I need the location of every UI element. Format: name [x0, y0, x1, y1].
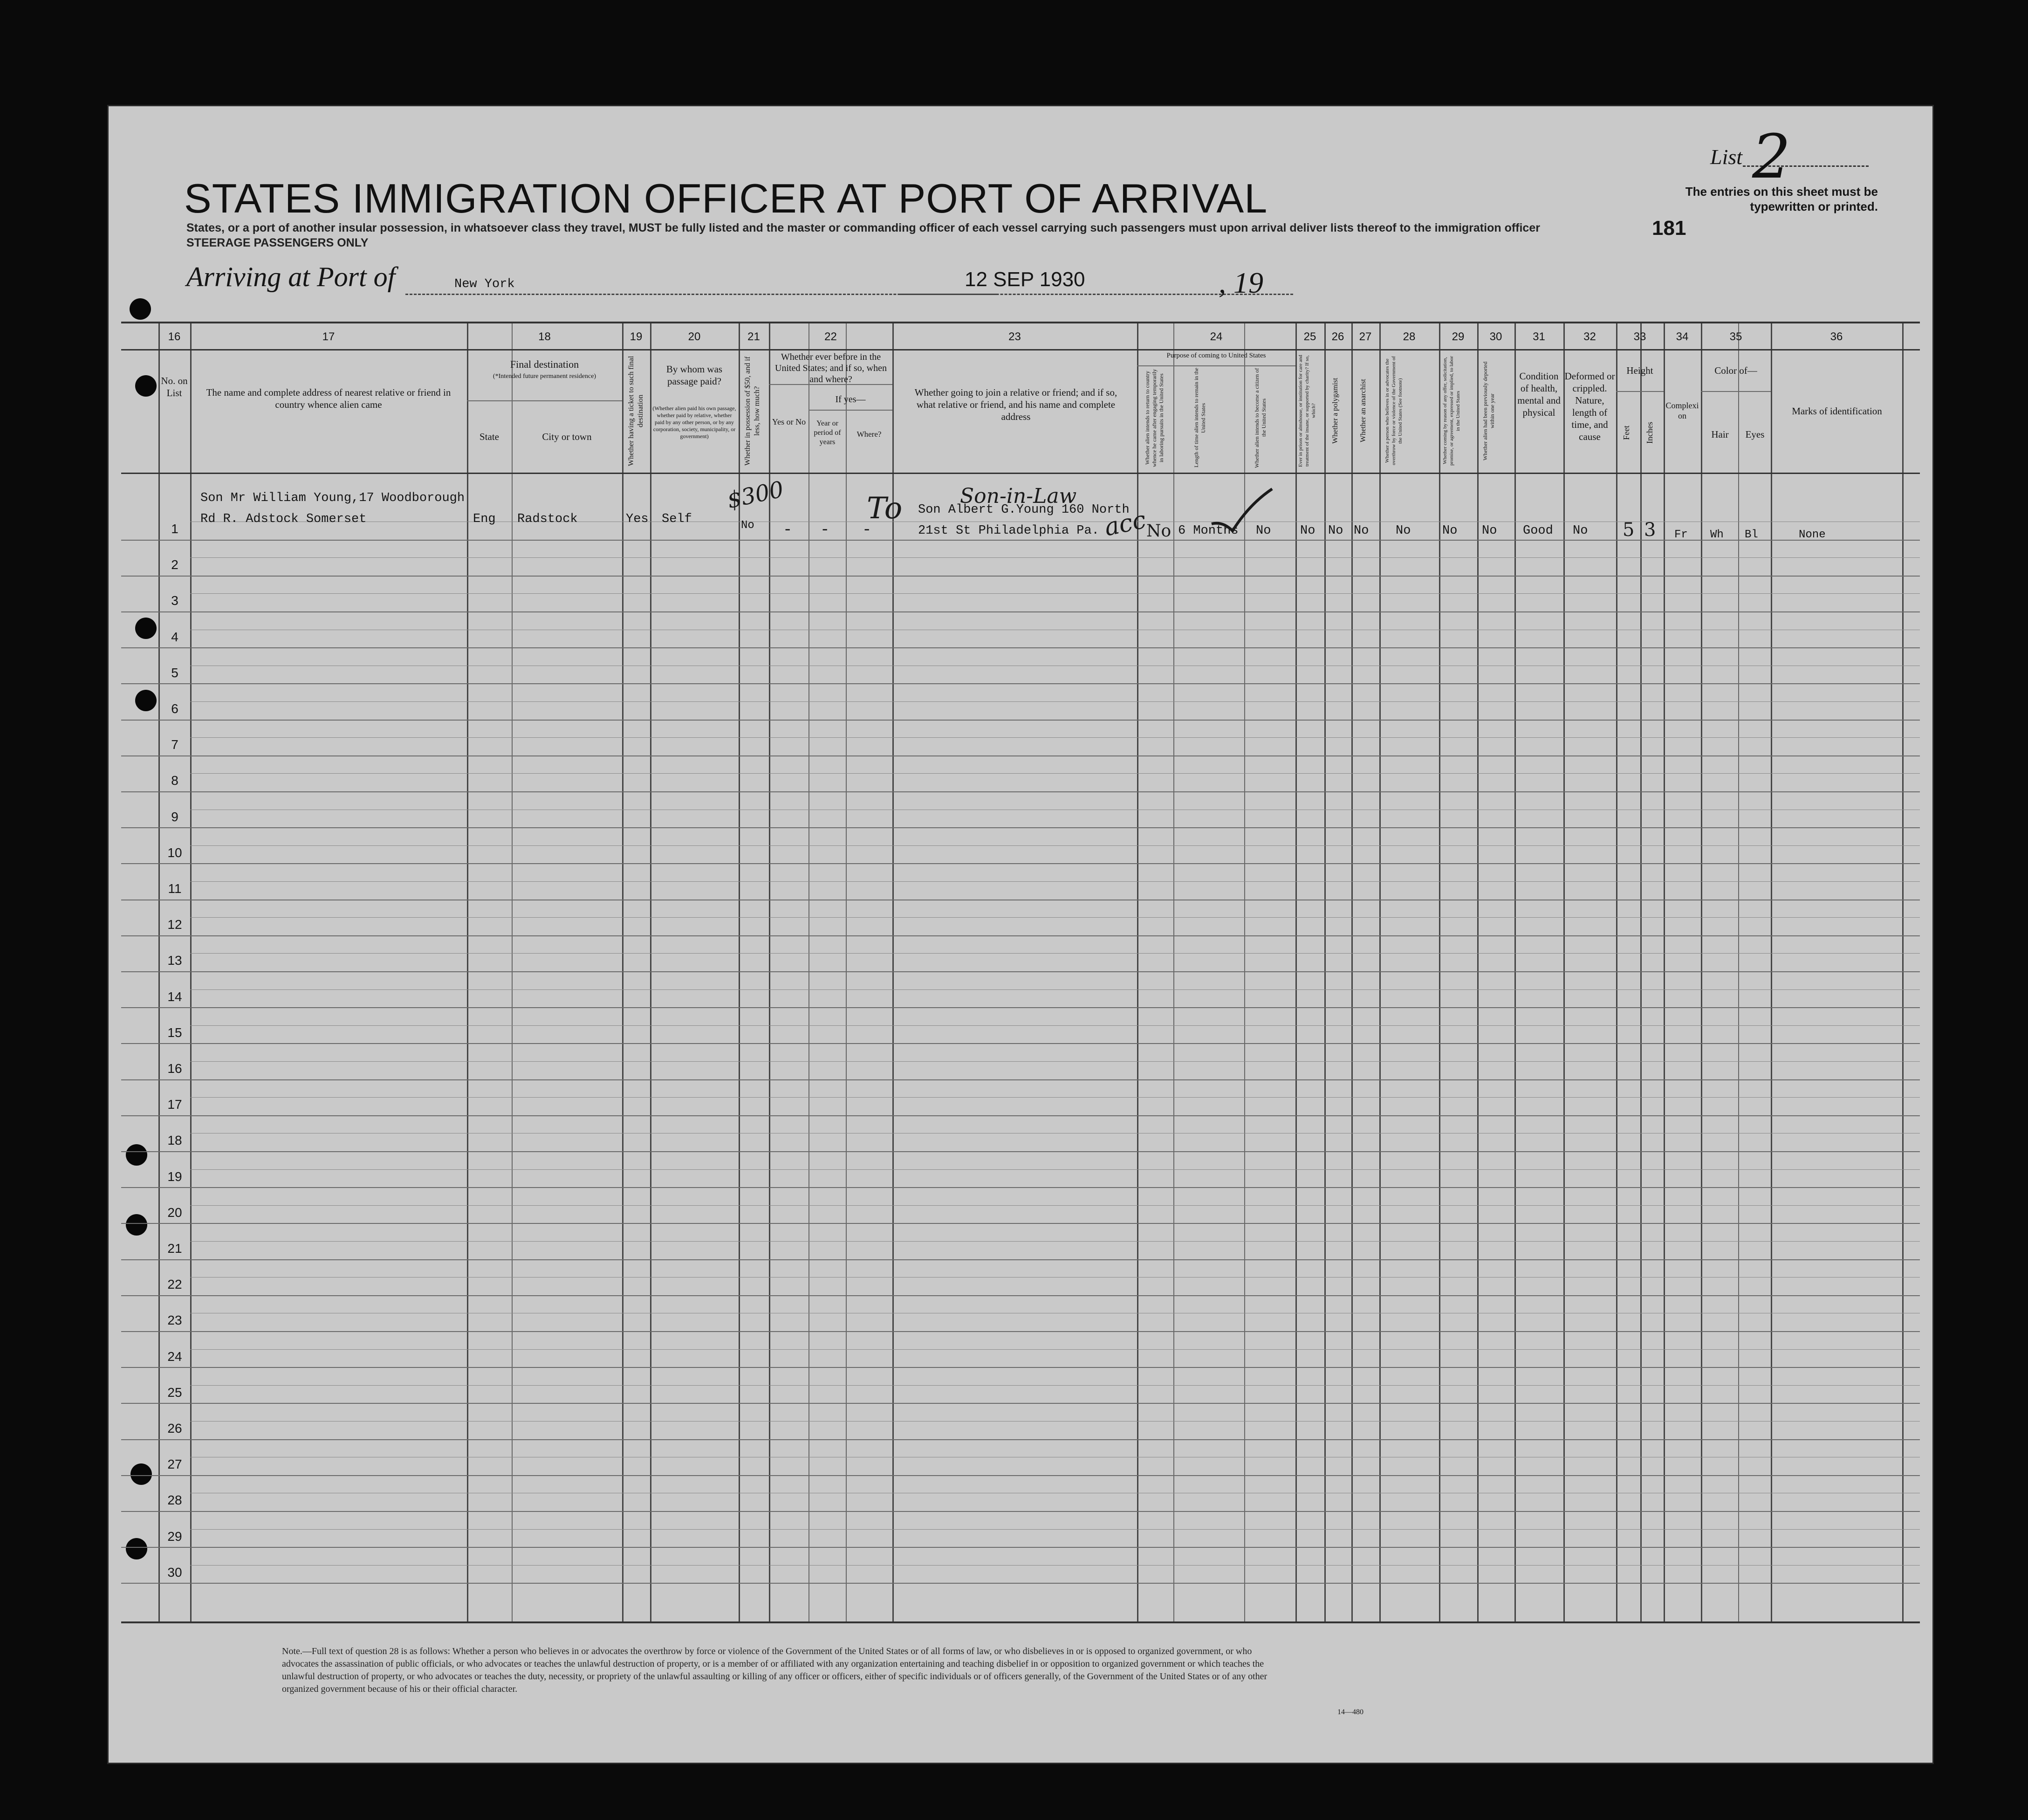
- col-num-25: 25: [1303, 330, 1316, 343]
- row-subline: [190, 701, 1920, 702]
- col-num-31: 31: [1533, 330, 1545, 343]
- row-line: [121, 755, 1920, 756]
- entry-where: -: [862, 522, 872, 539]
- page-title: STATES IMMIGRATION OFFICER AT PORT OF ARRIVAL: [184, 175, 1268, 221]
- row-number: 21: [167, 1241, 182, 1256]
- row-number: 22: [167, 1277, 182, 1292]
- row-number: 1: [171, 522, 178, 536]
- list-label: List: [1710, 145, 1743, 169]
- row-line: [121, 1187, 1920, 1188]
- row-subline: [190, 773, 1920, 774]
- col-num-27: 27: [1359, 330, 1372, 343]
- col-header-return-intent: Whether alien intends to return to country whence he came after engaging temporarily in laboring pursuits in the United States: [1144, 369, 1165, 467]
- row-number: 4: [171, 629, 178, 644]
- row-line: [121, 1043, 1920, 1044]
- entry-marks: None: [1799, 529, 1826, 541]
- col-num-17: 17: [322, 330, 335, 343]
- entry-length-of-stay: 6 Months: [1178, 524, 1239, 538]
- row-subline: [190, 1169, 1920, 1170]
- col-num-34: 34: [1676, 330, 1689, 343]
- row-number: 6: [171, 701, 178, 716]
- col-header-eyes: Eyes: [1745, 429, 1765, 440]
- col-num-33: 33: [1633, 330, 1646, 343]
- col-num-29: 29: [1452, 330, 1465, 343]
- entry-health: Good: [1523, 524, 1553, 538]
- row-number: 17: [167, 1097, 182, 1112]
- date-stamp: 12 SEP 1930: [965, 268, 1085, 291]
- row-line: [121, 1583, 1920, 1584]
- entry-ticket: Yes: [626, 512, 649, 526]
- row-subline: [190, 989, 1920, 990]
- col-num-21: 21: [747, 330, 760, 343]
- list-number: 2: [1752, 121, 1791, 192]
- row-number: 30: [167, 1565, 182, 1580]
- entry-money-handwritten: $300: [725, 476, 786, 514]
- col-num-30: 30: [1489, 330, 1502, 343]
- col-header-anarchist: Whether an anarchist: [1359, 379, 1367, 443]
- col-num-36: 36: [1830, 330, 1843, 343]
- binder-hole: [130, 298, 151, 320]
- col-header-relative: The name and complete address of nearest relative or friend in country whence alien came: [206, 387, 451, 410]
- col-header-color-of: Color of—: [1714, 365, 1757, 376]
- col-header-length-of-stay: Length of time alien intends to remain in the United States: [1193, 368, 1206, 468]
- row-number: 28: [167, 1493, 182, 1508]
- col-header-final-destination-note: (*Intended future permanent residence): [493, 373, 596, 380]
- col-header-state: State: [480, 431, 499, 442]
- row-number: 13: [167, 953, 182, 968]
- footnote: Note.—Full text of question 28 is as follows: Whether a person who believes in or advocates the overthrow by force or violence of the Government of the United States or of all forms of law, or who disbelieves in or is opposed to organized government, or who advocates the assassination of public officials, or who advocates or teaches the unlawful destruction of property, or is a member of or affiliated with any organization entertaining and teaching disbelief in or opposition to organized government or which teaches the unlawful destruction of property, or who advocates or teaches the duty, necessity, or propriety of the unlawful assaulting or killing of any officer or officers, either of specific individuals or of officers generally, of the Government of the United States or of any other organized government because of his or their official character.: [282, 1646, 1268, 1694]
- row-line: [121, 971, 1920, 972]
- row-number: 20: [167, 1205, 182, 1220]
- entry-feet: 5: [1623, 519, 1635, 541]
- row-number: 2: [171, 557, 178, 572]
- row-number: 25: [167, 1385, 182, 1400]
- entry-prison: No: [1300, 524, 1315, 538]
- row-line: [121, 1475, 1920, 1476]
- row-line: [121, 1439, 1920, 1440]
- entry-join-handwritten-to: To: [867, 491, 903, 526]
- manifest-table: [121, 322, 1920, 1623]
- entry-paid-by: Self: [662, 512, 692, 526]
- manifest-sheet: [107, 105, 1934, 1764]
- row-number: 27: [167, 1457, 182, 1472]
- row-number: 29: [167, 1529, 182, 1544]
- row-subline: [190, 1385, 1920, 1386]
- row-number: 18: [167, 1133, 182, 1148]
- row-line: [121, 1511, 1920, 1512]
- col-num-20: 20: [688, 330, 701, 343]
- entry-overthrow: No: [1396, 524, 1411, 538]
- row-line: [121, 1151, 1920, 1152]
- entry-citizen: No: [1256, 524, 1271, 538]
- col-header-hair: Hair: [1711, 429, 1729, 440]
- row-line: [121, 647, 1920, 648]
- entry-return-intent: No: [1146, 522, 1172, 541]
- row-line: [121, 863, 1920, 864]
- row-number: 19: [167, 1169, 182, 1184]
- entry-join-line-2: 21st St Philadelphia Pa.: [918, 524, 1099, 538]
- col-header-citizen: Whether alien intends to become a citizen of the United States: [1254, 368, 1267, 468]
- entry-join-line-1: Son Albert G.Young 160 North: [918, 503, 1130, 517]
- row-subline: [190, 1205, 1920, 1206]
- entry-hair: Wh: [1710, 529, 1724, 541]
- col-header-yes-no: Yes or No: [772, 417, 806, 426]
- col-header-ticket: Whether having a ticket to such final destination: [627, 356, 644, 466]
- row-line: [121, 576, 1920, 577]
- row-subline: [190, 1529, 1920, 1530]
- col-header-no-on-list: No. on List: [161, 375, 188, 398]
- col-header-passage-paid-note: (Whether alien paid his own passage, whether paid by relative, whether paid by any other person, or by any corporation, society, municipality, or government): [652, 405, 736, 440]
- row-number: 5: [171, 665, 178, 680]
- row-subline: [190, 1421, 1920, 1422]
- col-header-if-yes: If yes—: [835, 394, 866, 405]
- row-line: [121, 791, 1920, 792]
- col-header-city: City or town: [542, 431, 592, 442]
- row-subline: [190, 1097, 1920, 1098]
- col-header-feet: Feet: [1622, 426, 1631, 440]
- entry-before-in-us: No: [741, 519, 754, 532]
- row-subline: [190, 737, 1920, 738]
- row-subline: [190, 557, 1920, 558]
- row-number: 16: [167, 1061, 182, 1076]
- col-header-passage-paid: By whom was passage paid?: [666, 364, 723, 387]
- check-mark: [1207, 484, 1277, 536]
- col-num-23: 23: [1008, 330, 1021, 343]
- entry-state: Eng: [473, 512, 496, 526]
- row-subline: [190, 1061, 1920, 1062]
- col-header-marks: Marks of identification: [1792, 405, 1882, 417]
- port-value: New York: [454, 277, 515, 291]
- port-label: Arriving at Port of: [186, 261, 396, 292]
- col-header-fifty-dollars: Whether in possession of $50, and if less, how much?: [744, 356, 761, 466]
- col-num-19: 19: [630, 330, 643, 343]
- row-subline: [190, 917, 1920, 918]
- col-header-period: Year or period of years: [814, 419, 841, 446]
- row-subline: [190, 1349, 1920, 1350]
- row-line: [121, 1259, 1920, 1260]
- row-number: 11: [168, 881, 182, 896]
- row-number: 8: [171, 773, 178, 788]
- row-subline: [190, 1025, 1920, 1026]
- entry-city: Radstock: [517, 512, 578, 526]
- col-header-before-in-us: Whether ever before in the United States; and if so, when and where?: [775, 352, 887, 385]
- row-number: 10: [167, 845, 182, 860]
- entry-period: -: [820, 522, 830, 539]
- row-number: 14: [167, 989, 182, 1004]
- entry-deformed: No: [1573, 524, 1588, 538]
- entry-polygamist: No: [1328, 524, 1343, 538]
- row-number: 23: [167, 1313, 182, 1328]
- row-subline: [190, 845, 1920, 846]
- col-header-offer: Whether coming by reason of any offer, solicitation, promise, or agreement, expressed or implied, to labor in the United States: [1442, 356, 1461, 466]
- col-header-inches: Inches: [1645, 422, 1654, 444]
- row-line: [121, 683, 1920, 684]
- entry-complexion: Fr: [1674, 529, 1688, 541]
- col-num-18: 18: [538, 330, 551, 343]
- row-subline: [190, 593, 1920, 594]
- row-line: [121, 1403, 1920, 1404]
- row-number: 15: [167, 1025, 182, 1040]
- col-num-26: 26: [1331, 330, 1344, 343]
- row-number: 7: [171, 737, 178, 752]
- row-line: [121, 1331, 1920, 1332]
- year-prefix: , 19: [1219, 266, 1263, 299]
- entry-deported: No: [1482, 524, 1497, 538]
- entry-before-dash: -: [783, 522, 793, 539]
- row-number: 24: [167, 1349, 182, 1364]
- entry-join-handwritten-acc: acc: [1102, 506, 1149, 542]
- row-number: 9: [171, 809, 178, 824]
- row-subline: [190, 953, 1920, 954]
- row-subline: [190, 1565, 1920, 1566]
- col-header-deported: Whether alien had been previously deported within one year: [1482, 361, 1495, 460]
- entry-eyes: Bl: [1745, 529, 1758, 541]
- sheet-number: 181: [1652, 217, 1686, 240]
- row-line: [121, 935, 1920, 936]
- col-num-24: 24: [1210, 330, 1223, 343]
- row-line: [121, 827, 1920, 828]
- entries-note: The entries on this sheet must be typewritten or printed.: [1685, 185, 1878, 213]
- subtitle-line-1: States, or a port of another insular possession, in whatsoever class they travel, MUST be fully listed and the master or commanding officer of each vessel carrying such passengers must upon arrival deliver lists thereof to the immigration officer: [186, 221, 1540, 234]
- row-line: [121, 1007, 1920, 1008]
- col-header-overthrow: Whether a person who believes in or advocates the overthrow by force or violence of the Government of the United States (See footnote): [1384, 356, 1403, 466]
- subtitle-line-2: STEERAGE PASSENGERS ONLY: [186, 236, 369, 249]
- row-line: [121, 1547, 1920, 1548]
- col-num-35: 35: [1729, 330, 1742, 343]
- col-num-16: 16: [168, 330, 181, 343]
- col-header-polygamist: Whether a polygamist: [1331, 378, 1339, 444]
- row-number: 26: [167, 1421, 182, 1435]
- entry-relative-line-1: Son Mr William Young,17 Woodborough: [200, 491, 465, 505]
- entry-inches: 3: [1644, 519, 1656, 541]
- entry-join-handwritten-relation: Son-in-Law: [960, 484, 1077, 508]
- row-line: [121, 1115, 1920, 1116]
- row-subline: [190, 881, 1920, 882]
- row-subline: [190, 1241, 1920, 1242]
- col-header-height: Height: [1626, 365, 1653, 376]
- row-number: 3: [171, 593, 178, 608]
- col-header-health: Condition of health, mental and physical: [1517, 371, 1561, 418]
- entry-anarchist: No: [1354, 524, 1369, 538]
- entry-relative-line-2: Rd R. Adstock Somerset: [200, 512, 367, 526]
- col-header-deformed: Deformed or crippled. Nature, length of time, and cause: [1564, 371, 1615, 442]
- row-line: [121, 1367, 1920, 1368]
- col-header-prison: Ever in prison or almshouse, or institution for care and treatment of the insane, or supported by charity? If so, which?: [1298, 355, 1316, 467]
- row-line: [121, 1223, 1920, 1224]
- row-number: 12: [167, 917, 182, 932]
- form-number: 14—480: [1337, 1708, 1363, 1716]
- col-num-22: 22: [824, 330, 837, 343]
- col-header-purpose: Purpose of coming to United States: [1166, 352, 1266, 359]
- row-line: [121, 720, 1920, 721]
- row-line: [121, 1295, 1920, 1296]
- row-line: [121, 1079, 1920, 1080]
- col-header-complexion: Complexion: [1665, 401, 1699, 420]
- row-line: [121, 611, 1920, 612]
- col-header-final-destination: Final destination: [510, 358, 579, 370]
- col-num-32: 32: [1583, 330, 1596, 343]
- col-header-where: Where?: [856, 430, 882, 439]
- col-num-28: 28: [1403, 330, 1416, 343]
- col-header-join-relative: Whether going to join a relative or friend; and if so, what relative or friend, and his name and complete address: [914, 387, 1117, 422]
- entry-offer: No: [1442, 524, 1458, 538]
